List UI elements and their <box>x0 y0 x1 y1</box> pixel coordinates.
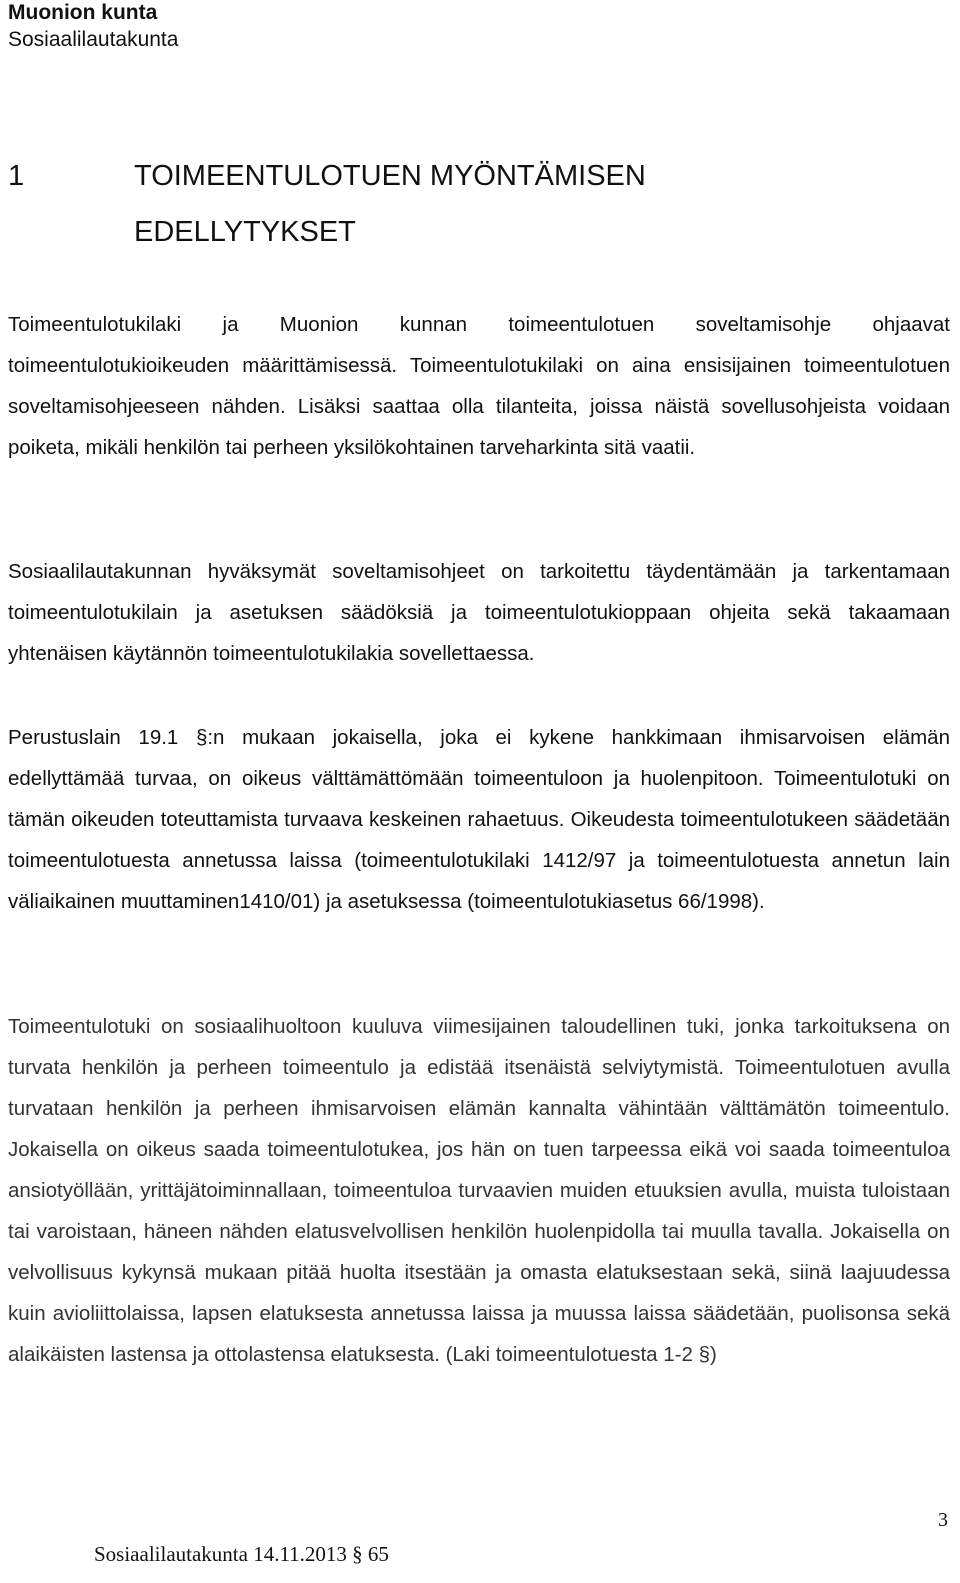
paragraph-definition: Toimeentulotuki on sosiaalihuoltoon kuuluva viimesijainen taloudellinen tuki, jonka tarkoituksena on turvata henkilön ja perheen toimeentulo ja edistää itsenäistä selviytymistä. Toimeentulotuen avulla turvataan henkilön ja perheen ihmisarvoisen elämän kannalta vähintään välttämätön toimeentulo. Jokaisella on oikeus saada toimeentulotukea, jos hän on tuen tarpeessa eikä voi saada toimeentuloa ansiotyöllään, yrittäjätoiminnallaan, toimeentuloa turvaavien muiden etuuksien avulla, muista tuloistaan tai varoistaan, häneen nähden elatusvelvollisen henkilön huolenpidolla tai muulla tavalla. Jokaisella on velvollisuus kykynsä mukaan pitää huolta itsestään ja omasta elatuksestaan sekä, siinä laajuudessa kuin avioliittolaissa, lapsen elatuksesta annetussa laissa ja muussa laissa säädetään, puolisonsa sekä alaikäisten lastensa ja ottolastensa elatuksesta. (Laki toimeentulotuesta 1-2 §) <box>8 1015 950 1366</box>
organization-name: Muonion kunta <box>8 1 158 24</box>
paragraph-guidelines-purpose: Sosiaalilautakunnan hyväksymät soveltamisohjeet on tarkoitettu täydentämään ja tarkentamaan toimeentulotukilain ja asetuksen säädöksiä ja toimeentulotukioppaan ohjeita sekä takaamaan yhtenäisen käytännön toimeentulotukilakia sovellettaessa. <box>8 560 950 665</box>
document-header <box>8 0 178 54</box>
page-number: 3 <box>938 1509 948 1531</box>
section-number: 1 <box>8 160 25 192</box>
paragraph-legal-basis: Toimeentulotukilaki ja Muonion kunnan toimeentulotuen soveltamisohje ohjaavat toimeentulotukioikeuden määrittämisessä. Toimeentulotukilaki on aina ensisijainen toimeentulotuen soveltamisohjeeseen nähden. Lisäksi saattaa olla tilanteita, joissa näistä sovellusohjeista voidaan poiketa, mikäli henkilön tai perheen yksilökohtainen tarveharkinta sitä vaatii. <box>8 313 950 459</box>
paragraph-constitution: Perustuslain 19.1 §:n mukaan jokaisella, joka ei kykene hankkimaan ihmisarvoisen elämän edellyttämää turvaa, on oikeus välttämättömään toimeentuloon ja huolenpitoon. Toimeentulotuki on tämän oikeuden toteuttamista turvaava keskeinen rahaetuus. Oikeudesta toimeentulotukeen säädetään toimeentulotuesta annetussa laissa (toimeentulotukilaki 1412/97 ja toimeentulotuesta annetun lain väliaikainen muuttaminen1410/01) ja asetuksessa (toimeentulotukiasetus 66/1998). <box>8 726 950 913</box>
footer-reference: Sosiaalilautakunta 14.11.2013 § 65 <box>94 1542 389 1566</box>
section-title: TOIMEENTULOTUEN MYÖNTÄMISEN EDELLYTYKSET <box>134 160 646 248</box>
board-name: Sosiaalilautakunta <box>8 28 179 51</box>
